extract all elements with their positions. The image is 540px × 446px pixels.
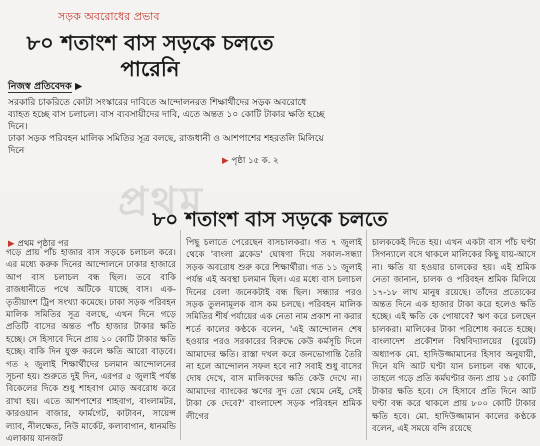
triangle-icon: ▶ [8, 239, 15, 249]
article-text: গড়ে প্রায় পাঁচ হাজার বাস সড়কে চলাচল করে। এর মধ্যে করুক দিনের আন্দোলনে ঢাকার হাজারে আপ বাস চলাচল বন্ধ ছিল। তবে বাকি রাজধানীতে পথে অটিকে যাচ্ছে বাস। এক-তৃতীয়াংশ ট্রিপ সংখ্যা কমেছে। ঢাকা সড়ক পরিবহন মালিক সমিতির সূত্র বলছে, এখন দিনে গড়ে প্রতিটি বাসের অন্তত পাঁচ হাজার টাকার ক্ষতি হচ্ছে। সে হিসাবে দিনে প্রায় ১০ কোটি টাকার ক্ষতি হচ্ছে। বাকি দিন যুক্ত করলে ক্ষতি আরো বাড়বে। গত ২ জুলাই শিক্ষার্থীদের চলমান আন্দোলনের সূচনা হয়। শুরুতে দুই দিন, এরপর ৫ জুলাই পর্যন্ত বিকেলের দিকে শুধু শাহবাগ মোড় অবরোধ করে রাখা হয়। এতে আশপাশের শাহবাগ, বাংলামটর, কারওয়ান বাজার, ফার্মগেট, কাটাবন, সায়েন্স ল্যাব, নীলক্ষেত, নিউ মার্কেট, কলাবাগান, ধানমন্ডি এলাকায় যানজট [6, 248, 176, 445]
clipping-paragraph: সরকারি চাকরিতে কোটা সংস্কারের দাবিতে আন্দোলনরত শিক্ষার্থীদের সড়ক অবরোধে ব্যাহত হচ্ছে বাস চলাচল। বাস ব্যবসায়ীদের দাবি, এতে অন্তত ১০ কোটি টাকার ক্ষতি হচ্ছে দিনে। [8, 98, 325, 132]
column-divider [180, 230, 181, 440]
kicker-label: সড়ক অবরোধের প্রভাব [58, 10, 160, 23]
from-first-page-label: প্রথম পৃষ্ঠার পর [17, 239, 69, 249]
article-column-1 [6, 247, 176, 446]
triangle-icon: ▶ [222, 156, 229, 166]
continued-note [222, 154, 279, 168]
clipping-body [8, 97, 330, 157]
clipping-paragraph: ঢাকা সড়ক পরিবহন মালিক সমিতির সূত্র বলছে, রাজধানী ও আশপাশের শহরতলি মিলিয়ে দিনে [8, 134, 324, 156]
news-clipping-top [0, 0, 360, 225]
continued-label: পৃষ্ঠা ১৫ ক. ২ [231, 156, 279, 166]
byline: নিজস্ব প্রতিবেদক ▶ [8, 81, 83, 92]
article-headline: ৮০ শতাংশ বাস সড়কে চলতে [152, 207, 388, 231]
article-column-2 [186, 237, 362, 423]
article-text: পিছু চলাতে পেরেছেন বাসচালকরা। গত ৭ জুলাই থেকে 'বাংলা ব্লকেড' ঘোষণা দিয়ে সকাল-সন্ধ্যা সড়ক অবরোধ শুরু করে শিক্ষার্থীরা। গত ১১ জুলাই পর্যন্ত এই অবস্থা চলমান ছিল। এর মধ্যে বাস চলাচল দিনের বেলা জনেকটাই বন্ধ ছিল। সন্ধ্যার পরও সড়ক তুলনামূলক বাস কম চলছে। পরিবহন মালিক সমিতির শীর্ষ পর্যায়ের এক নেতা নাম প্রকাশ না করার শর্তে কালের কণ্ঠকে বলেন, 'এই আন্দোলন শেষ হওয়ার পরও সরকারের বিরুদ্ধে কেউ কর্মসূচি দিলে আমাদের ক্ষতি। রাস্তা দখল করে জনভোগান্তি তৈরি না হলে আন্দোলন সফল হবে না? সবাই শুধু বাসের দোষ দেখে, বাস মালিকদের ক্ষতি কেউ দেখে না। আমাদের ব্যাংকের ঋণের সুদ তো থেমে নেই, সেই টাকা কে দেবে?' বাংলাদেশ সড়ক পরিবহন শ্রমিক লীগের [186, 238, 362, 422]
newspaper-watermark: প্রথম [118, 178, 205, 225]
article-text: চালককেই দিতে হয়। এখন একটা বাস পাঁচ ঘণ্টা সিগন্যালে বসে থাকলে মালিকের কিছু যায়-আসে না। ক্ষতি যা হওয়ার চালকের হয়। এই শ্রমিক নেতা জানান, চালক ও পরিবহন শ্রমিক মিলিয়ে ১৭-১৮ লাখ মানুষ রয়েছে। তাঁদের প্রত্যেকের অন্তত দিনে এক হাজার টাকা করে হলেও ক্ষতি হচ্ছে। এই ক্ষতি কে পোষাবে? ঋণ করে চলছেন চালকরা। মালিকের টাকা পরিশোধ করতে হচ্ছে। বাংলাদেশ প্রকৌশল বিশ্ববিদ্যালয়ের (বুয়েট) অধ্যাপক মো. হাদিউজ্জামানের হিসাব অনুযায়ী, দিনে যদি আট ঘণ্টা যান চলাচল বন্ধ থাকে, তাহলে গড়ে প্রতি কর্মঘণ্টার জন্য প্রায় ১৫ কোটি টাকার ক্ষতি হবে। সে হিসাবে প্রতি দিনে আট ঘণ্টা বন্ধ করে থাকলে প্রায় ৮০০ কোটি টাকার ক্ষতি হবে। মো. হাদিউজ্জামান কালের কণ্ঠকে বলেন, এই সময়ে বন্দি রয়েছে [372, 238, 536, 435]
byline-divider [8, 92, 72, 93]
article-column-3 [372, 237, 536, 436]
column-divider [366, 230, 367, 440]
clipping-headline: ৮০ শতাংশ বাস সড়কে চলতে পারেনি [26, 30, 274, 81]
